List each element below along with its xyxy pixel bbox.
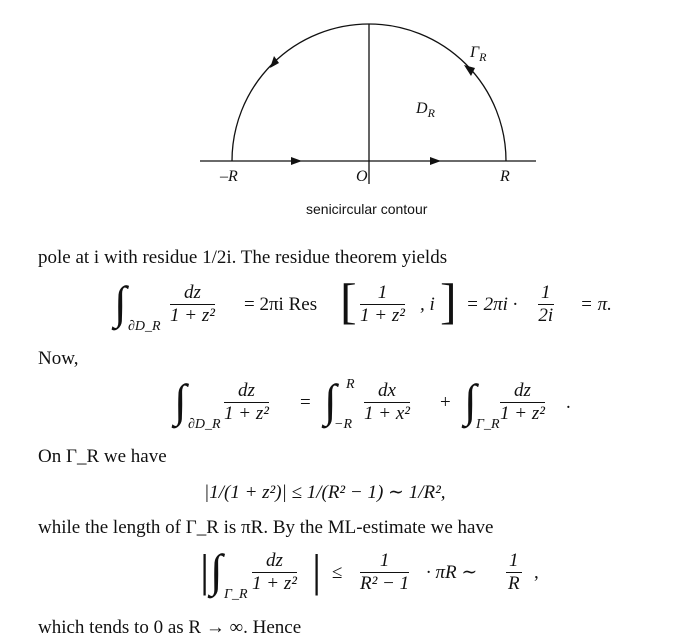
d-label: [416, 98, 435, 120]
eq4-den: 1 + z²: [252, 573, 297, 594]
eq2-num3: dz: [500, 380, 545, 403]
eq1-bracket-num: 1: [360, 282, 405, 305]
eq2-num2: dx: [364, 380, 410, 403]
diagram-caption: senicircular contour: [306, 201, 428, 217]
eq4-abs-left: |: [200, 545, 210, 596]
eq4-integral-sign: ∫: [210, 545, 223, 596]
eq2-plus: +: [440, 392, 451, 413]
eq1-num: dz: [170, 282, 215, 305]
text-tends: which tends to 0 as R → ∞. Hence: [38, 617, 302, 638]
eq4-frac: [360, 550, 409, 595]
eq4-frac2: [506, 550, 522, 595]
eq1-frac-den: 2i: [538, 305, 554, 326]
eq2-fraction-3: [500, 380, 545, 425]
eq4-frac-den: R² − 1: [360, 573, 410, 594]
eq1-bracket-den: 1 + z²: [360, 305, 405, 326]
eq1-bracket-tail: , i: [420, 294, 435, 315]
eq1-frac-num: 1: [538, 282, 554, 305]
eq1-rhs1: = 2πi ·: [466, 294, 518, 315]
equation-bound: |1/(1 + z²)| ≤ 1/(R² − 1) ∼ 1/R²,: [204, 482, 446, 503]
eq2-integral-sign-2: ∫: [324, 375, 337, 426]
eq2-integral-sign-3: ∫: [464, 375, 477, 426]
eq4-fraction: [252, 550, 297, 595]
eq4-end: ,: [534, 562, 539, 583]
eq2-fraction-2: [364, 380, 410, 425]
eq2-den: 1 + z²: [224, 403, 269, 424]
eq4-le: ≤: [332, 562, 343, 583]
eq1-fraction: [170, 282, 215, 327]
d-sub: R: [427, 106, 435, 120]
r-label: R: [500, 168, 510, 185]
eq4-frac2-den: R: [507, 573, 520, 594]
eq2-fraction: [224, 380, 269, 425]
eq2-int-sub: ∂D_R: [188, 417, 221, 432]
eq2-int3-sub: Γ_R: [476, 417, 500, 432]
contour-diagram: [0, 0, 686, 230]
eq1-bracket-left: [: [340, 273, 357, 329]
eq1-rhs2: = π.: [580, 294, 612, 315]
gamma-sub: R: [479, 50, 487, 64]
gamma-label: [470, 42, 486, 64]
eq2-integral-sign: ∫: [174, 375, 187, 426]
text-while: while the length of Γ_R is πR. By the ML-estimate we have: [38, 517, 494, 538]
eq2-den2: 1 + x²: [364, 403, 410, 424]
eq1-den: 1 + z²: [170, 305, 215, 326]
eq1-frac: [538, 282, 554, 327]
origin-label: O: [356, 168, 368, 185]
axis-arrow-right: [430, 157, 441, 165]
eq2-eq: =: [300, 392, 311, 413]
eq2-end: .: [566, 392, 571, 413]
eq2-upper: R: [346, 377, 355, 392]
d-letter: D: [416, 100, 428, 117]
text-line-pole: pole at i with residue 1/2i. The residue theorem yields: [38, 247, 448, 268]
eq4-abs-right: |: [312, 545, 322, 596]
eq2-num: dz: [224, 380, 269, 403]
axis-arrow-left: [291, 157, 302, 165]
gamma-letter: Γ: [470, 44, 480, 61]
eq1-int-sub: ∂D_R: [128, 319, 161, 334]
minus-r-label: –R: [220, 168, 238, 185]
eq1-bracket-right: ]: [440, 273, 457, 329]
eq4-frac-num: 1: [360, 550, 409, 573]
eq2-lower: −R: [334, 417, 352, 432]
eq4-num: dz: [252, 550, 297, 573]
eq4-mid: · πR ∼: [426, 562, 478, 583]
eq1-mid: = 2πi Res: [244, 294, 318, 315]
text-on-gamma: On Γ_R we have: [38, 446, 167, 467]
arc-arrow-right: [464, 65, 475, 76]
eq2-den3: 1 + z²: [500, 403, 545, 424]
eq4-frac2-num: 1: [506, 550, 522, 573]
integral-sign: ∫: [114, 277, 127, 328]
text-now: Now,: [38, 348, 79, 369]
arc-arrow-left: [270, 56, 279, 68]
eq4-int-sub: Γ_R: [224, 587, 248, 602]
eq1-bracket-fraction: [360, 282, 405, 327]
